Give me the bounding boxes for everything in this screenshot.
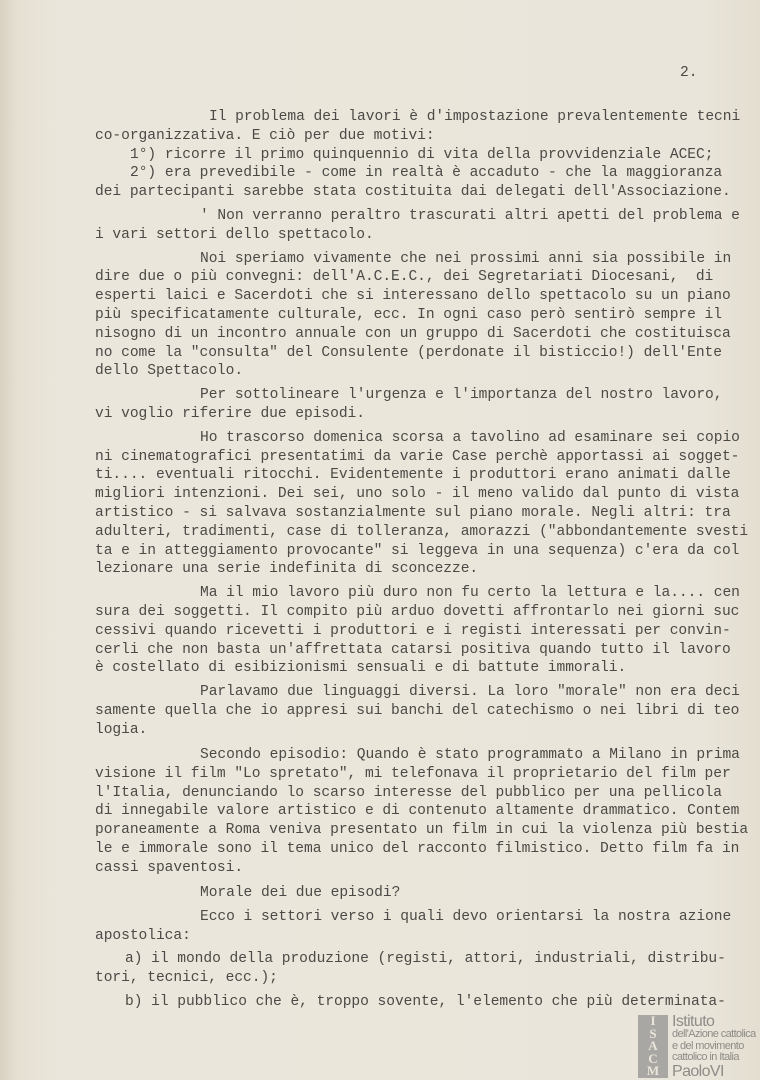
paragraph <box>95 207 760 245</box>
text-line: Per sottolineare l'urgenza e l'importanza del nostro lavoro, <box>200 387 723 404</box>
text-line: adulteri, tradimenti, case di tolleranza, amorazzi ("abbondantemente svesti <box>95 523 749 540</box>
text-line: Secondo episodio: Quando è stato programmato a Milano in prima <box>200 747 740 763</box>
text-line: Ecco i settori verso i quali devo orientarsi la nostra azione <box>200 908 732 925</box>
paragraph-intro <box>95 108 760 202</box>
text-line: cessivi quando ricevetti i produttori e i registi interessati per convin- <box>95 622 731 639</box>
text-line: ta e in atteggiamento provocante" si leggeva in una sequenza) c'era da col <box>95 542 740 559</box>
text-line: esperti laici e Sacerdoti che si interessano dello spettacolo su un piano <box>95 288 731 305</box>
text-line: co-organizzativa. E ciò per due motivi: <box>95 127 435 144</box>
paragraph <box>95 746 760 878</box>
text-line: dire due o più convegni: dell'A.C.E.C., dei Segretariati Diocesani, di <box>95 269 714 286</box>
text-line: più specificatamente culturale, ecc. In ogni caso però sentirò sempre il <box>95 306 722 323</box>
text-line: Parlavamo due linguaggi diversi. La loro "morale" non era deci <box>200 684 740 701</box>
text-line: poraneamente a Roma veniva presentato un film in cui la violenza più bestia <box>95 822 749 839</box>
text-line: visione il film "Lo spretato", mi telefonava il proprietario del film per <box>95 765 731 782</box>
text-line: Ma il mio lavoro più duro non fu certo la lettura e la.... cen <box>200 585 740 602</box>
watermark-line: Istituto <box>672 1013 715 1030</box>
text-line: ' Non verranno peraltro trascurati altri apetti del problema e <box>200 207 740 224</box>
text-line: vi voglio riferire due episodi. <box>95 405 365 422</box>
paragraph <box>95 250 760 382</box>
paragraph <box>95 429 760 579</box>
paragraph-list-b <box>95 993 760 1012</box>
paragraph <box>95 908 760 946</box>
text-line: logia. <box>95 721 148 738</box>
paragraph <box>95 683 760 739</box>
text-line: di innegabile valore artistico e di contenuto altamente drammatico. Contem <box>95 803 740 820</box>
text-line: nisogno di un incontro annuale con un gruppo di Sacerdoti che costituisca <box>95 325 731 342</box>
text-line: tori, tecnici, ecc.); <box>95 970 278 987</box>
watermark-line: dell'Azione cattolica <box>672 1028 756 1040</box>
list-item-b: b) il pubblico che è, troppo sovente, l'elemento che più determinata- <box>125 994 726 1011</box>
text-line: Noi speriamo vivamente che nei prossimi anni sia possibile in <box>200 250 732 267</box>
isacem-logo-icon: I S A C M <box>638 1015 668 1078</box>
watermark-line: e del movimento <box>672 1039 744 1052</box>
list-item-reason-1: 1°) ricorre il primo quinquennio di vita della provvidenziale ACEC; <box>130 146 714 163</box>
paragraph <box>95 386 760 424</box>
text-line: dei partecipanti sarebbe stata costituita dai delegati dell'Associazione. <box>95 184 731 201</box>
watermark-line: PaoloVI <box>672 1062 724 1080</box>
watermark-line: cattolico in Italia <box>672 1051 739 1063</box>
text-line: cerli che non basta un'affrettata catarsi positiva quando tutto il lavoro <box>95 641 731 658</box>
watermark-text <box>672 1014 756 1079</box>
paragraph-list-a <box>95 950 760 988</box>
text-line: sura dei soggetti. Il compito più arduo dovetti affrontarlo nei giorni suc <box>95 603 740 620</box>
list-item-a: a) il mondo della produzione (registi, attori, industriali, distribu- <box>125 951 726 968</box>
list-item-reason-2: 2°) era prevedibile - come in realtà è accaduto - che la maggioranza <box>130 165 723 182</box>
text-line: l'Italia, denunciando lo scarso interesse del pubblico per una pellicola <box>95 784 722 801</box>
archive-watermark <box>636 1014 760 1080</box>
text-line: migliori intenzioni. Dei sei, uno solo - il meno valido dal punto di vista <box>95 486 740 503</box>
text-line: Morale dei due episodi? <box>200 885 401 902</box>
text-line: cassi spaventosi. <box>95 859 244 876</box>
text-line: apostolica: <box>95 927 191 944</box>
text-line: è costellato di esibizionismi sensuali e di battute immorali. <box>95 660 627 677</box>
paragraph <box>95 584 760 678</box>
text-line: ni cinematografici presentatimi da varie Case perchè apportassi ai sogget- <box>95 448 740 465</box>
text-line: lezionare una serie indefinita di sconcezze. <box>95 561 479 578</box>
text-line: Ho trascorso domenica scorsa a tavolino ad esaminare sei copio <box>200 429 740 446</box>
text-line: artistico - si salvava sostanzialmente sul piano morale. Negli altri: tra <box>95 504 731 521</box>
text-line: Il problema dei lavori è d'impostazione prevalentemente tecni <box>209 109 741 125</box>
text-line: le e immorale sono il tema unico del racconto filmistico. Detto film fa in <box>95 840 740 857</box>
paragraph <box>95 884 760 903</box>
text-line: samente quella che io appresi sui banchi del catechismo o nei libri di teo <box>95 702 740 719</box>
text-line: i vari settori dello spettacolo. <box>95 226 374 243</box>
document-body <box>95 108 760 1012</box>
text-line: dello Spettacolo. <box>95 363 244 380</box>
text-line: no come la "consulta" del Consulente (perdonate il bisticcio!) dell'Ente <box>95 344 722 361</box>
page-number: 2. <box>680 65 698 81</box>
text-line: ti.... eventuali ritocchi. Evidentemente i produttori erano animati dalle <box>95 467 731 484</box>
